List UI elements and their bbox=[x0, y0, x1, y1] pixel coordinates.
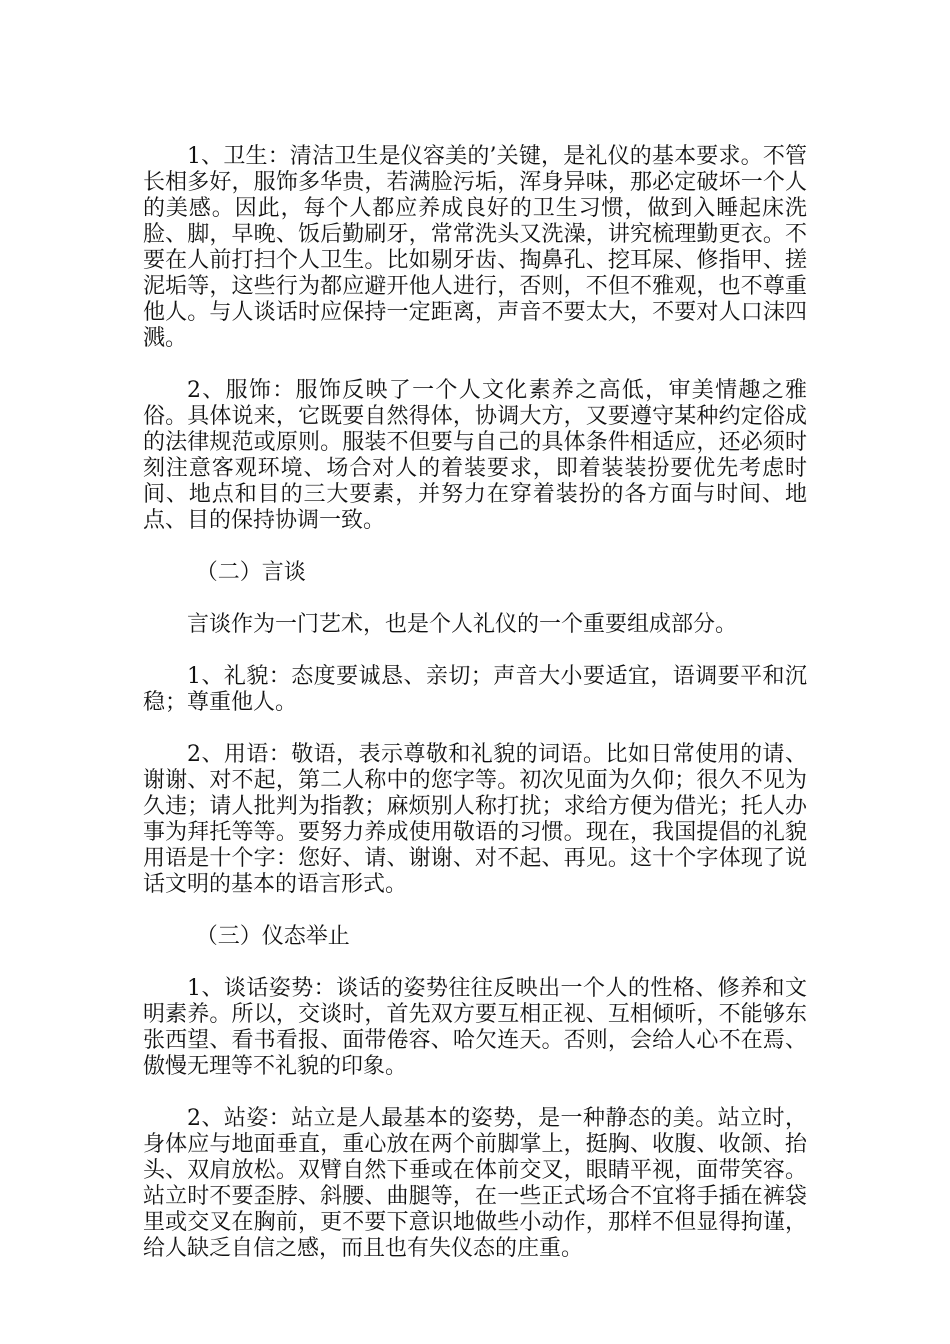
paragraph-polite-language: 2、用语：敬语，表示尊敬和礼貌的词语。比如日常使用的请、谢谢、对不起，第二人称中的您字等。初次见面为久仰；很久不见为久违；请人批判为指教；麻烦别人称打扰；求给方便为借光；托人办事为拜托等等。要努力养成使用敬语的习惯。现在，我国提倡的礼貌用语是十个字：您好、请、谢谢、对不起、再见。这十个字体现了说话文明的基本的语言形式。 bbox=[143, 742, 807, 897]
paragraph-courtesy: 1、礼貌：态度要诚恳、亲切；声音大小要适宜，语调要平和沉稳；尊重他人。 bbox=[143, 664, 807, 715]
section-heading-demeanor: （三）仪态举止 bbox=[195, 924, 350, 949]
paragraph-standing-posture: 2、站姿：站立是人最基本的姿势，是一种静态的美。站立时，身体应与地面垂直，重心放在两个前脚掌上，挺胸、收腹、收颌、抬头、双肩放松。双臂自然下垂或在体前交叉，眼睛平视，面带笑容。站立时不要歪脖、斜腰、曲腿等，在一些正式场合不宜将手插在裤袋里或交叉在胸前，更不要下意识地做些小动作，那样不但显得拘谨，给人缺乏自信之感，而且也有失仪态的庄重。 bbox=[143, 1106, 807, 1261]
paragraph-hygiene: 1、卫生：清洁卫生是仪容美的’关键，是礼仪的基本要求。不管长相多好，服饰多华贵，若满脸污垢，浑身异味，那必定破坏一个人的美感。因此，每个人都应养成良好的卫生习惯，做到入睡起床洗脸、脚，早晚、饭后勤刷牙，常常洗头又洗澡，讲究梳理勤更衣。不要在人前打扫个人卫生。比如剔牙齿、掏鼻孔、挖耳屎、修指甲、搓泥垢等，这些行为都应避开他人进行，否则，不但不雅观，也不尊重他人。与人谈话时应保持一定距离，声音不要太大，不要对人口沫四溅。 bbox=[143, 144, 807, 351]
section-heading-speech: （二）言谈 bbox=[195, 560, 306, 585]
paragraph-speech-intro: 言谈作为一门艺术，也是个人礼仪的一个重要组成部分。 bbox=[187, 612, 738, 637]
paragraph-clothing: 2、服饰：服饰反映了一个人文化素养之高低，审美情趣之雅俗。具体说来，它既要自然得体，协调大方，又要遵守某种约定俗成的法律规范或原则。服装不但要与自己的具体条件相适应，还必须时刻注意客观环境、场合对人的着装要求，即着装装扮要优先考虑时间、地点和目的三大要素，并努力在穿着装扮的各方面与时间、地点、目的保持协调一致。 bbox=[143, 378, 807, 533]
paragraph-conversation-posture: 1、谈话姿势：谈话的姿势往往反映出一个人的性格、修养和文明素养。所以，交谈时，首先双方要互相正视、互相倾听，不能够东张西望、看书看报、面带倦容、哈欠连天。否则，会给人心不在焉、傲慢无理等不礼貌的印象。 bbox=[143, 976, 807, 1079]
document-page bbox=[143, 144, 807, 1288]
